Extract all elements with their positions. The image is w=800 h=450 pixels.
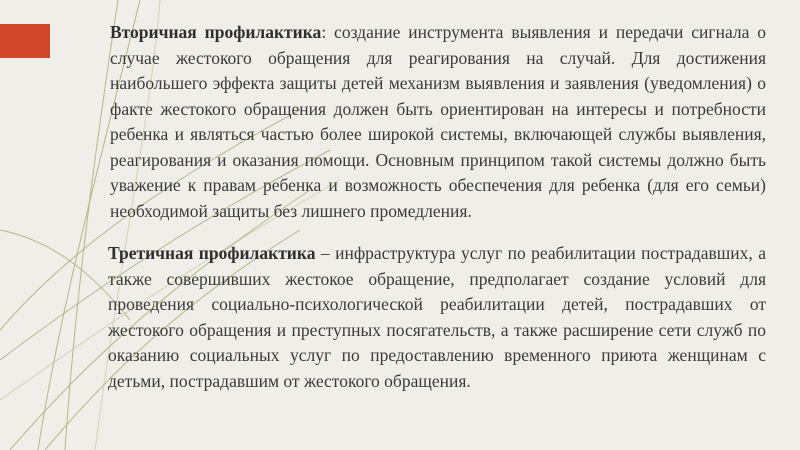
term-secondary-prevention: Вторичная профилактика (110, 22, 322, 42)
text-tertiary-prevention: – инфраструктура услуг по реабилитации пострадавших, а также совершивших жестокое обращение, предполагает создание условий для проведения социально-психологической реабилитации детей, пострадавших от жестокого обращения и преступных посягательств, а также расширение сети служб по оказанию социальных услуг по предоставлению временного приюта женщинам с детьми, пострадавшим от жестокого обращения. (108, 243, 766, 391)
paragraph-secondary-prevention (110, 20, 766, 224)
accent-tab (0, 24, 50, 58)
paragraph-tertiary-prevention (108, 241, 766, 394)
text-secondary-prevention: : создание инструмента выявления и передачи сигнала о случае жестокого обращения для реагирования на случай. Для достижения наибольшего эффекта защиты детей механизм выявления и заявления (уведомления) о факте жестокого обращения должен быть ориентирован на интересы и потребности ребенка и являться частью более широкой системы, включающей службы выявления, реагирования и оказания помощи. Основным принципом такой системы должно быть уважение к правам ребенка и возможность обеспечения для ребенка (для его семьи) необходимой защиты без лишнего промедления. (110, 22, 766, 221)
term-tertiary-prevention: Третичная профилактика (108, 243, 316, 263)
